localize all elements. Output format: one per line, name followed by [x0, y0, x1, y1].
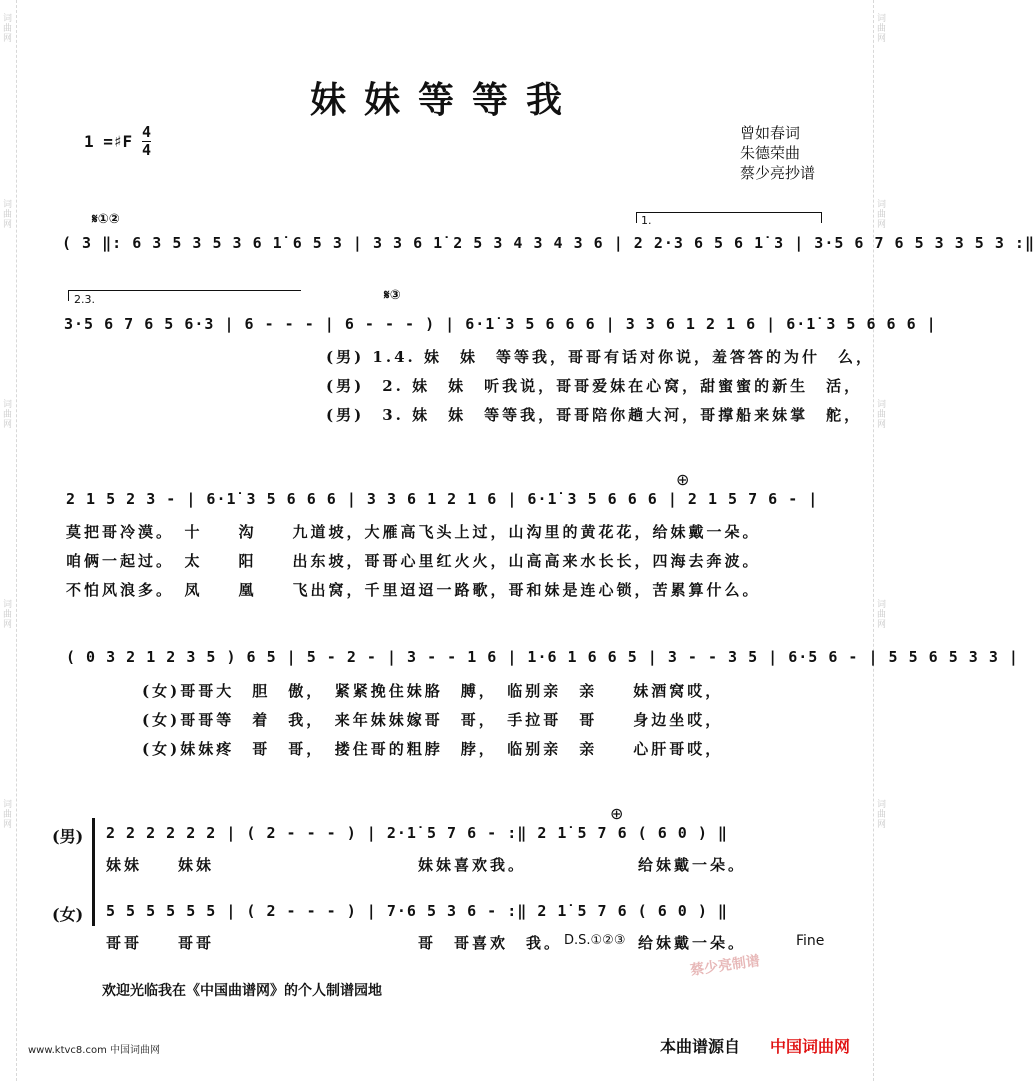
watermark-text: 词曲网 — [3, 400, 13, 430]
female-lyric-3: 给妹戴一朵。 — [638, 934, 747, 952]
key-signature: 1 =♯F — [84, 132, 133, 151]
source-prefix: 本曲谱源自 — [660, 1037, 741, 1056]
segno-sign-3: 𝄋③ — [384, 288, 401, 303]
female-staff: 5 5 5 5 5 5 | ( 2 - - - ) | 7·6 5 3 6 - :‖ 2 1̇ 5 7 6 ( 6 0 ) ‖ — [106, 902, 728, 920]
credit-composer: 朱德荣曲 — [740, 144, 801, 162]
female-lyric-2: 哥 哥喜欢 我。 — [418, 934, 563, 952]
watermark-text: 词曲网 — [3, 14, 13, 44]
watermark-text: 词曲网 — [877, 200, 887, 230]
watermark-text: 词曲网 — [3, 800, 13, 830]
time-signature — [142, 124, 151, 159]
watermark-text: 词曲网 — [877, 400, 887, 430]
dal-segno-mark: D.S.①②③ — [564, 933, 626, 948]
right-watermark-strip — [873, 0, 890, 1081]
male-voice-label: (男) — [52, 827, 84, 846]
lyric-female-1: (女)哥哥大 胆 傲， 紧紧挽住妹胳 膊， 临别亲 亲 妹酒窝哎， — [142, 682, 724, 700]
coda-sign: ⊕ — [610, 804, 624, 823]
time-signature-top: 4 — [142, 123, 152, 141]
first-ending-label: 1. — [641, 214, 652, 227]
song-title: 妹妹等等我 — [309, 80, 580, 121]
male-lyric-1: 妹妹 妹妹 — [106, 856, 215, 874]
lyric-female-3: (女)妹妹疼 哥 哥， 搂住哥的粗脖 脖， 临别亲 亲 心肝哥哎， — [142, 740, 724, 758]
male-staff: 2 2 2 2 2 2 | ( 2 - - - ) | 2·1̇ 5 7 6 - :‖ 2 1̇ 5 7 6 ( 6 0 ) ‖ — [106, 824, 728, 842]
staff-line-1: ( 3 ‖: 6 3 5 3 5 3 6 1̇ 6 5 3 | 3 3 6 1̇ 2 5 3 4 3 4 3 6 | 2 2·3 6 5 6 1̇ 3 | 3·5 6 7 6 5 3 3 5 3 :‖ — [62, 234, 1035, 252]
watermark-text: 词曲网 — [877, 600, 887, 630]
first-ending-bracket — [636, 212, 822, 223]
source-site-link[interactable]: 中国词曲网 — [770, 1037, 851, 1056]
second-ending-label: 2.3. — [74, 293, 95, 306]
female-lyric-1: 哥哥 哥哥 — [106, 934, 215, 952]
welcome-text: 欢迎光临我在《中国曲谱网》的个人制谱园地 — [102, 983, 382, 999]
lyric-verse-1-a: (男) 1.4. 妹 妹 等等我，哥哥有话对你说，羞答答的为什 么， — [326, 348, 874, 366]
transcriber-stamp: 蔡少亮制谱 — [689, 953, 761, 979]
credit-transcriber: 蔡少亮抄谱 — [740, 164, 816, 182]
staff-line-2: 3·5 6 7 6 5 6·3 | 6 - - - | 6 - - - ) | 6·1̇ 3 5 6 6 6 | 3 3 6 1 2 1 6 | 6·1̇ 3 5 6 6 6 | — [64, 315, 937, 333]
staff-line-4: ( 0 3 2 1 2 3 5 ) 6 5 | 5 - 2 - | 3 - - 1 6 | 1·6 1 6 6 5 | 3 - - 3 5 | 6·5 6 - | 5 5 6 5 3 3 | — [66, 648, 1019, 666]
site-url[interactable]: www.ktvc8.com 中国词曲网 — [28, 1045, 161, 1056]
lyric-verse-3-b: 不怕风浪多。 凤 凰 飞出窝，千里迢迢一路歌，哥和妹是连心锁，苦累算什么。 — [66, 581, 761, 599]
watermark-text: 词曲网 — [877, 14, 887, 44]
lyric-verse-3-a: (男) 3. 妹 妹 等等我，哥哥陪你趟大河，哥撑船来妹掌 舵， — [326, 406, 863, 424]
staff-line-3: 2 1 5 2 3 - | 6·1̇ 3 5 6 6 6 | 3 3 6 1 2 1 6 | 6·1̇ 3 5 6 6 6 | 2 1 5 7 6 - | — [66, 490, 819, 508]
lyric-verse-2-b: 咱俩一起过。 太 阳 出东坡，哥哥心里红火火，山高高来水长长，四海去奔波。 — [66, 552, 761, 570]
watermark-text: 词曲网 — [877, 800, 887, 830]
male-lyric-2: 妹妹喜欢我。 — [418, 856, 527, 874]
segno-sign-1-2: 𝄋①② — [92, 212, 120, 227]
lyric-verse-1-b: 莫把哥冷漠。 十 沟 九道坡，大雁高飞头上过，山沟里的黄花花，给妹戴一朵。 — [66, 523, 761, 541]
lyric-verse-2-a: (男) 2. 妹 妹 听我说，哥哥爱妹在心窝，甜蜜蜜的新生 活， — [326, 377, 863, 395]
left-watermark-strip — [0, 0, 17, 1081]
watermark-text: 词曲网 — [3, 200, 13, 230]
male-lyric-3: 给妹戴一朵。 — [638, 856, 747, 874]
lyric-female-2: (女)哥哥等 着 我， 来年妹妹嫁哥 哥， 手拉哥 哥 身边坐哎， — [142, 711, 724, 729]
second-ending-bracket — [68, 290, 301, 301]
female-voice-label: (女) — [52, 905, 84, 924]
time-signature-bottom: 4 — [142, 141, 152, 159]
coda-sign: ⊕ — [676, 470, 690, 489]
fine-mark: Fine — [796, 933, 825, 949]
watermark-text: 词曲网 — [3, 600, 13, 630]
duet-brace — [92, 818, 95, 926]
credit-lyricist: 曾如春词 — [740, 124, 801, 142]
